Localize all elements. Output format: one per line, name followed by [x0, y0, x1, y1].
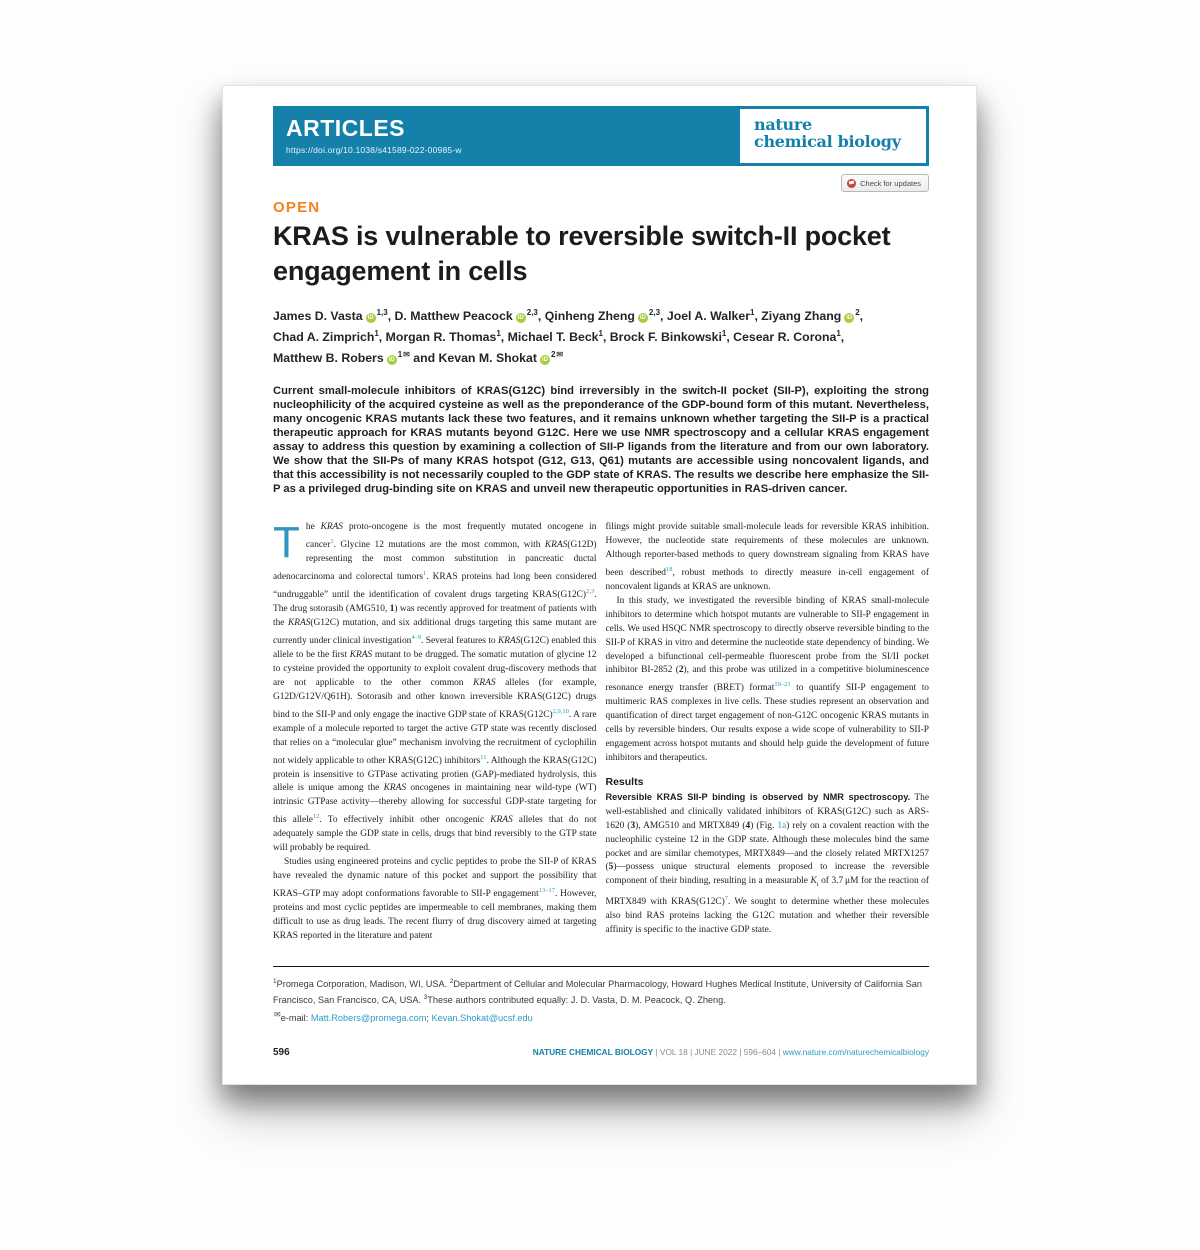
email-link-robers: Matt.Robers@promega.com — [310, 1012, 427, 1023]
page-title: KRAS is vulnerable to reversible switch-II pocket engagement in cells — [273, 221, 891, 286]
crossmark-icon — [847, 179, 856, 188]
email-line: ✉e-mail: Matt.Robers@promega.com; Kevan.Shokat@ucsf.edu — [274, 1009, 533, 1023]
paragraph-intro: The KRAS proto-oncogene is the most frequently mutated oncogene in cancer$^1$. Glycine 12 mutations are the most common, with KRAS(G12D) representing the most common substitution in pancreatic ductal adenocarcinoma and colorectal tumors$^1$. KRAS proteins had long been considered “undruggable” until the identification of covalent drugs targeting $KRAS(G12C)^{2,3}$. The drug sotorasib (AMG510, 1) was recently approved for treatment of patients with the KRAS(G12C) mutation, and six additional drugs targeting this same mutant are currently under clinical investigation$^{4-9}$. Several features to KRAS(G12C) enabled this allele to be the first KRAS mutant to be drugged. The somatic mutation of glycine 12 to cysteine provided the opportunity to exploit covalent drug-discovery methods that are not applicable to the other common KRAS alleles (for example, G12D/G12V/Q61H). Sotorasib and other known irreversible KRAS(G12C) drugs bind to the SII-P and only engage the inactive GDP state of $KRAS(G12C)^{2,9,10}$. A rare example of a molecule reported to target the active GTP state was recently disclosed that relies on a “molecular glue” mechanism involving the recruitment of cyclophilin not widely applicable to other KRAS(G12C) inhibitors$^{11}$. Although the KRAS(G12C) protein is insensitive to GTPase activating protien (GAP)-mediated hydrolysis, this allele is unique among the KRAS oncogenes in maintaining near wild-type (WT) intrinsic GTPase activity—thereby allowing for successful GDP-state targeting for this allele$^{12}$. To effectively inhibit other oncogenic KRAS alleles that do not adequately sample the GDP state in cells, drugs that bind reversibly to the GTP state will probably be required. — [273, 518, 597, 854]
paragraph: Studies using engineered proteins and cyclic peptides to probe the SII-P of KRAS have revealed the dynamic nature of this pocket and support the possibility that KRAS–GTP may adopt conformations favorable to SII-P engagement$^{13-17}$. However, proteins and most cyclic peptides are impermeable to cell membranes, making them difficult to use as drug leads. The recent flurry of drug discovery aimed at targeting KRAS reported in the literature and patent — [273, 857, 597, 941]
email-link-shokat: Kevan.Shokat@ucsf.edu — [431, 1012, 533, 1023]
journal-logo-text: nature chemical biology — [754, 115, 901, 151]
right-column — [606, 521, 930, 943]
doi-link[interactable]: https://doi.org/10.1038/s41589-022-00985-w — [286, 145, 462, 155]
journal-logo — [740, 109, 926, 163]
page-footer — [273, 1047, 929, 1058]
check-for-updates-button[interactable] — [841, 174, 929, 192]
paragraph: filings might provide suitable small-molecule leads for reversible KRAS inhibition. However, the nucleotide state requirements of these molecules are unknown. Although reporter-based methods to query downstream signaling from KRAS have been described$^{18}$, robust methods to directly measure in-cell engagement of noncovalent ligands at KRAS are unknown. — [605, 522, 929, 593]
article-page — [222, 85, 977, 1085]
page-number: 596 — [273, 1047, 290, 1059]
open-access-label: OPEN — [273, 199, 321, 216]
results-heading: Results — [605, 775, 644, 788]
author-list — [273, 304, 929, 367]
dropcap: T — [273, 518, 300, 568]
author-line: James D. Vasta iD$^{1,3}$, D. Matthew Peacock iD$^{2,3}$, Qinheng Zheng iD$^{2,3}$, Joel A. Walker$^1$, Ziyang Zhang $iD^2$, — [273, 308, 864, 324]
abstract: Current small-molecule inhibitors of KRAS(G12C) bind irreversibly in the switch-II pocket (SII-P), exploiting the strong nucleophilicity of the acquired cysteine as well as the preponderance of the GDP-bound form of this mutant. Nevertheless, many oncogenic KRAS mutants lack these two features, and it remains unknown whether targeting the SII-P is a practical therapeutic approach for KRAS mutants beyond G12C. Here we use NMR spectroscopy and a cellular KRAS engagement assay to address this question by examining a collection of SII-P ligands from the literature and from our own laboratory. We show that the SII-Ps of many KRAS hotspot (G12, G13, Q61) mutants are accessible using noncovalent ligands, and that this accessibility is not necessarily coupled to the GDP state of KRAS. The results we describe here emphasize the SII-P as a privileged drug-binding site on KRAS and unveil new therapeutic opportunities in RAS-driven cancer. — [273, 385, 929, 496]
author-line: Chad A. Zimprich$^1$, Morgan R. Thomas$^1$, Michael T. Beck$^1$, Brock F. Binkowski$^1$, Cesear R. Corona$^1$, — [273, 329, 845, 345]
article-header-banner — [273, 106, 929, 166]
body-columns — [273, 518, 930, 943]
affiliation-divider — [273, 966, 929, 967]
author-line: Matthew B. Robers $iD^{1✉}$ and Kevan M. Shokat $iD^{2✉}$ — [273, 350, 564, 366]
left-column — [273, 518, 597, 943]
footer-journal-url: www.nature.com/naturechemicalbiology — [782, 1047, 929, 1058]
affiliations: $^1$Promega Corporation, Madison, WI, USA. $^2$Department of Cellular and Molecular Pharmacology, Howard Hughes Medical Institute, University of California San Francisco, San Francisco, CA, USA. $^3$These authors contributed equally: J. D. Vasta, D. M. Peacock, Q. Zheng. — [273, 977, 922, 1006]
check-for-updates-label: Check for updates — [860, 178, 921, 188]
paragraph: In this study, we investigated the reversible binding of KRAS small-molecule inhibitors to determine which hotspot mutants are vulnerable to SII-P engagement in cells. We used HSQC NMR spectroscopy to directly observe reversible binding to the SII-P of KRAS in vitro and determine the nucleotide state dependency of binding. We developed a bifunctional cell-permeable fluorescent probe from the SI/II pocket inhibitor BI-2852 (2), and this probe was utilized in a competitive bioluminescence resonance energy transfer (BRET) format$^{19-21}$ to quantify SII-P engagement to multimeric RAS complexes in live cells. These studies represent an observation and quantification of direct target engagement of non-G12C oncogenic KRAS mutants in cells by reversible binders. Our results expose a wide scope of vulnerability to SII-P engagement across hotspot mutants and should help guide the development of future inhibitors and therapeutics. — [605, 595, 929, 764]
updates-row — [273, 174, 929, 192]
journal-citation-line: NATURE CHEMICAL BIOLOGY | VOL 18 | JUNE 2022 | 596–604 | www.nature.com/naturechemicalbiology — [532, 1047, 929, 1058]
article-type-label: ARTICLES — [286, 115, 405, 141]
paragraph-results: Reversible KRAS SII-P binding is observed by NMR spectroscopy. The well-established and clinically validated inhibitors of KRAS(G12C) such as ARS-1620 (3), AMG510 and MRTX849 (4) (Fig. 1a) rely on a covalent reaction with the nucleophilic cysteine 12 in the GDP state. Although these molecules bind the same pocket and are similar chemotypes, MRTX849—and the closely related MRTX1257 (5)—possess unique structural elements proposed to increase the reversible component of their binding, resulting in a measurable $K_i$ of 3.7 μM for the reaction of MRTX849 with $KRAS(G12C)^7$. We sought to determine whether these molecules also bind RAS proteins lacking the G12C mutation and whether their reversible affinity is specific to the inactive GDP state. — [605, 791, 930, 936]
